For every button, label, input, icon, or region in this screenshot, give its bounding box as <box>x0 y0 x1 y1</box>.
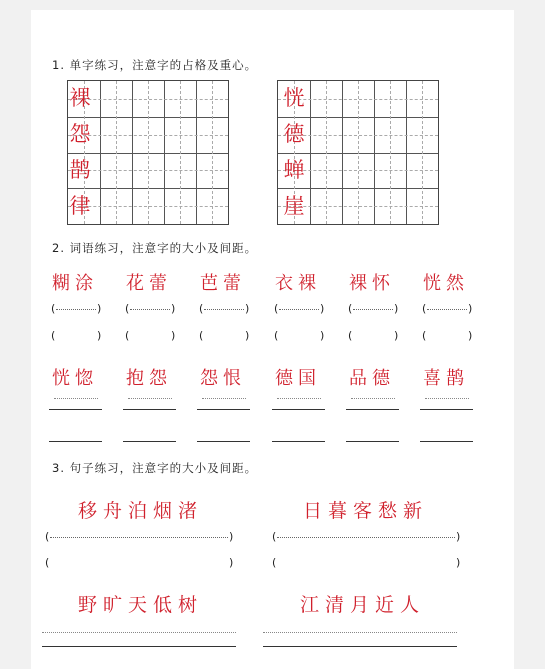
paren-close: ) <box>468 329 473 342</box>
paren-open: ( <box>45 556 50 569</box>
writing-line <box>346 441 399 442</box>
grid-char: 恍 <box>283 86 305 110</box>
paren-guide <box>50 537 228 538</box>
grid-char: 怨 <box>69 122 91 146</box>
vocab-word: 糊涂 <box>52 273 98 294</box>
grid-char: 裸 <box>69 86 91 110</box>
writing-guide-line <box>54 398 98 399</box>
paren-guide <box>204 309 244 310</box>
section3-heading: 3. 句子练习，注意字的大小及间距。 <box>52 461 258 475</box>
writing-line <box>272 441 325 442</box>
sentence-line: 日暮客愁新 <box>303 500 429 522</box>
paren-open: ( <box>422 302 427 315</box>
vocab-word: 抱怨 <box>126 368 172 389</box>
grid-guide <box>148 81 149 224</box>
paren-open: ( <box>199 329 204 342</box>
vocab-word: 喜鹊 <box>423 368 469 389</box>
section2-heading: 2. 词语练习，注意字的大小及间距。 <box>52 241 258 255</box>
paren-close: ) <box>171 329 176 342</box>
paren-close: ) <box>320 302 325 315</box>
writing-line <box>346 409 399 410</box>
writing-line <box>420 409 473 410</box>
vocab-word: 怨恨 <box>200 368 246 389</box>
paren-guide <box>130 309 170 310</box>
sentence-line: 野旷天低树 <box>78 594 204 616</box>
grid-char: 鹊 <box>69 158 91 182</box>
writing-line <box>42 646 236 647</box>
paren-close: ) <box>456 556 461 569</box>
writing-line <box>123 441 176 442</box>
paren-guide <box>353 309 393 310</box>
paren-close: ) <box>229 530 234 543</box>
paren-open: ( <box>272 556 277 569</box>
grid-char: 德 <box>283 122 305 146</box>
paren-open: ( <box>274 329 279 342</box>
paren-close: ) <box>245 329 250 342</box>
section1-heading: 1. 单字练习，注意字的占格及重心。 <box>52 58 258 72</box>
writing-line <box>49 409 102 410</box>
grid-guide <box>358 81 359 224</box>
paren-close: ) <box>97 302 102 315</box>
grid-guide <box>422 81 423 224</box>
paren-close: ) <box>394 329 399 342</box>
writing-line <box>420 441 473 442</box>
paren-close: ) <box>468 302 473 315</box>
paren-open: ( <box>51 302 56 315</box>
writing-line <box>272 409 325 410</box>
paren-open: ( <box>274 302 279 315</box>
vocab-word: 芭蕾 <box>200 273 246 294</box>
writing-line <box>197 409 250 410</box>
paren-open: ( <box>199 302 204 315</box>
grid-guide <box>390 81 391 224</box>
grid-char: 崖 <box>283 194 305 218</box>
paren-close: ) <box>97 329 102 342</box>
writing-guide-line <box>263 632 457 633</box>
paren-open: ( <box>45 530 50 543</box>
writing-line <box>49 441 102 442</box>
writing-guide-line <box>42 632 236 633</box>
writing-guide-line <box>202 398 246 399</box>
sentence-line: 江清月近人 <box>300 594 426 616</box>
paren-open: ( <box>125 302 130 315</box>
writing-line <box>197 441 250 442</box>
vocab-word: 花蕾 <box>126 273 172 294</box>
paren-open: ( <box>125 329 130 342</box>
paren-open: ( <box>51 329 56 342</box>
vocab-word: 裸怀 <box>349 273 395 294</box>
writing-guide-line <box>425 398 469 399</box>
paren-close: ) <box>245 302 250 315</box>
writing-guide-line <box>351 398 395 399</box>
paren-guide <box>277 537 455 538</box>
paren-open: ( <box>348 329 353 342</box>
writing-guide-line <box>128 398 172 399</box>
paren-guide <box>56 309 96 310</box>
grid-guide <box>326 81 327 224</box>
writing-line <box>263 646 457 647</box>
grid-guide <box>212 81 213 224</box>
paren-open: ( <box>348 302 353 315</box>
vocab-word: 衣裸 <box>275 273 321 294</box>
paren-close: ) <box>320 329 325 342</box>
paren-close: ) <box>456 530 461 543</box>
paren-open: ( <box>272 530 277 543</box>
paren-close: ) <box>229 556 234 569</box>
writing-guide-line <box>277 398 321 399</box>
grid-char: 律 <box>69 194 91 218</box>
paren-guide <box>427 309 467 310</box>
writing-line <box>123 409 176 410</box>
grid-guide <box>180 81 181 224</box>
sentence-line: 移舟泊烟渚 <box>78 500 204 522</box>
grid-char: 蝉 <box>283 158 305 182</box>
vocab-word: 品德 <box>349 368 395 389</box>
vocab-word: 德国 <box>275 368 321 389</box>
vocab-word: 恍然 <box>423 273 469 294</box>
grid-guide <box>116 81 117 224</box>
paren-guide <box>279 309 319 310</box>
paren-close: ) <box>394 302 399 315</box>
paren-open: ( <box>422 329 427 342</box>
paren-close: ) <box>171 302 176 315</box>
vocab-word: 恍惚 <box>52 368 98 389</box>
